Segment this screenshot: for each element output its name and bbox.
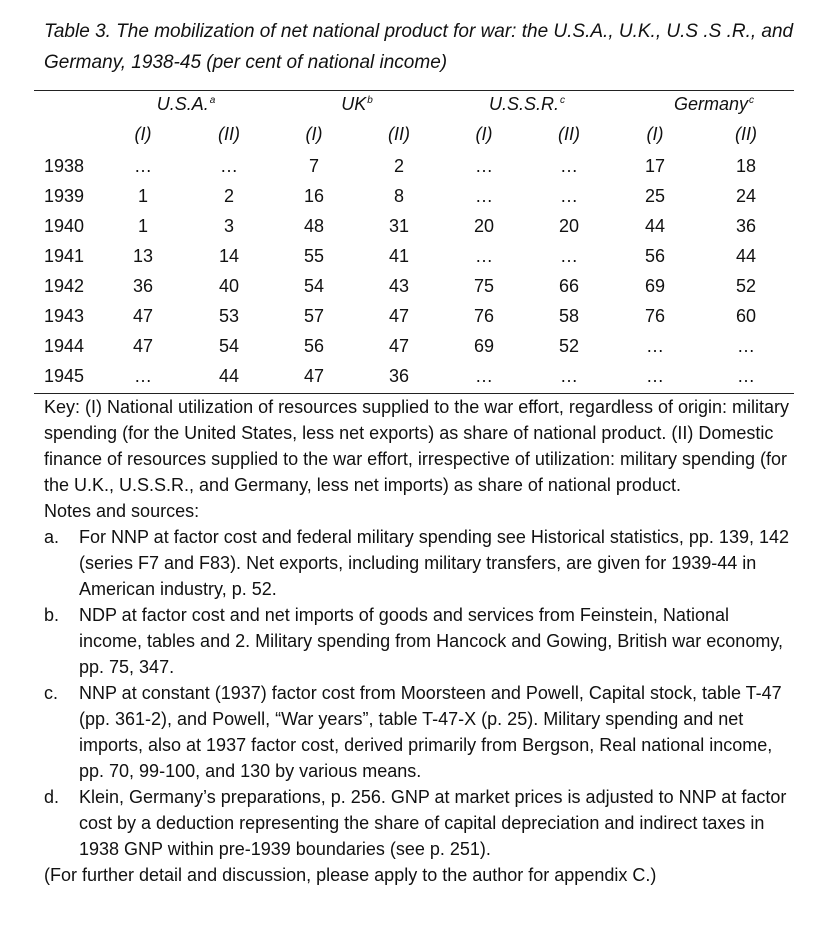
value-cell: 56: [304, 335, 325, 356]
value-cell: …: [560, 365, 579, 386]
value-cell: …: [737, 335, 756, 356]
value-cell: 47: [132, 335, 154, 356]
value-cell: 69: [474, 335, 495, 356]
country-header-uk: $UK^b$: [341, 93, 373, 114]
note-item-b: [44, 602, 794, 680]
value-cell: 76: [645, 305, 666, 326]
value-cell: 52: [736, 275, 757, 296]
value-cell: 36: [132, 275, 154, 296]
value-cell: …: [646, 365, 665, 386]
value-cell: …: [475, 155, 494, 176]
table-row: [34, 361, 794, 391]
note-letter: d.: [44, 787, 60, 807]
table-row: [34, 331, 794, 361]
value-cell: 57: [304, 305, 325, 326]
note-text: For NNP at factor cost and federal military spending see Historical statistics, pp. 139, 142 (series F7 and F83). Net exports, including military transfers, are given for 1939-44 in American industry, p. 52.: [79, 527, 789, 599]
value-cell: …: [134, 365, 152, 386]
note-text: Klein, Germany’s preparations, p. 256. GNP at market prices is adjusted to NNP at factor cost by a deduction representing the share of capital depreciation and indirect taxes in 1938 GNP within pre-1939 boundaries (see p. 251).: [79, 787, 787, 859]
country-header-row: [34, 90, 794, 118]
value-cell: …: [134, 155, 152, 176]
value-cell: 58: [559, 305, 580, 326]
value-cell: …: [646, 335, 665, 356]
value-cell: 43: [389, 275, 410, 296]
subheader-row: [34, 118, 794, 151]
value-cell: 40: [218, 275, 240, 296]
subheader-cell: (II): [735, 124, 758, 144]
value-cell: 20: [474, 215, 495, 236]
subheader-cell: (I): [134, 124, 152, 144]
value-cell: 2: [394, 155, 405, 176]
key-paragraph: Key: (I) National utilization of resources supplied to the war effort, regardless of origin: military spending (for the United States, less net exports) as share of national product. (II) Domestic finance of resources supplied to the war effort, irrespective of utilization: military spending (for the U.K., U.S.S.R., and Germany, less net imports) as share of national product.: [44, 397, 790, 495]
value-cell: 2: [224, 185, 235, 206]
table-row: [34, 241, 794, 271]
country-header-usa: U.S.A.$^a$: [156, 93, 216, 114]
value-cell: 41: [389, 245, 410, 266]
year-cell: 1942: [44, 275, 85, 296]
value-cell: 31: [389, 215, 410, 236]
value-cell: 1: [137, 185, 148, 206]
note-letter: b.: [44, 605, 60, 625]
notes-heading: Notes and sources:: [44, 501, 200, 521]
year-cell: 1938: [44, 155, 85, 176]
value-cell: 69: [645, 275, 666, 296]
value-cell: 44: [736, 245, 757, 266]
value-cell: …: [475, 365, 494, 386]
value-cell: 25: [645, 185, 666, 206]
value-cell: …: [475, 245, 494, 266]
value-cell: 1: [137, 215, 148, 236]
table-row: [34, 211, 794, 241]
table-row: [34, 181, 794, 211]
year-cell: 1944: [44, 335, 85, 356]
year-cell: 1945: [44, 365, 85, 386]
table-row: [34, 301, 794, 331]
value-cell: 48: [304, 215, 325, 236]
note-item-c: [44, 680, 794, 784]
value-cell: 8: [394, 185, 405, 206]
value-cell: 47: [132, 305, 154, 326]
value-cell: 16: [304, 185, 325, 206]
value-cell: 13: [132, 245, 154, 266]
value-cell: 54: [304, 275, 325, 296]
table-title: Table 3. The mobilization of net national product for war: the U.S.A., U.K., U.S .S .R., and Germany, 1938-45 (per cent of national income): [44, 21, 794, 73]
note-letter: a.: [44, 527, 60, 547]
country-header-germany: Germany$^c$: [674, 93, 755, 114]
note-item-d: [44, 784, 794, 862]
value-cell: 20: [559, 215, 580, 236]
subheader-cell: (I): [305, 124, 323, 144]
value-cell: …: [560, 245, 579, 266]
value-cell: 24: [736, 185, 757, 206]
value-cell: …: [475, 185, 494, 206]
note-text: NDP at factor cost and net imports of goods and services from Feinstein, National income, tables and 2. Military spending from Hancock and Gowing, British war economy, pp. 75, 347.: [79, 605, 783, 677]
year-cell: 1939: [44, 185, 85, 206]
country-header-ussr: U.S.S.R.$^c$: [489, 93, 566, 114]
value-cell: 53: [218, 305, 240, 326]
value-cell: 44: [218, 365, 240, 386]
value-cell: 7: [309, 155, 320, 176]
value-cell: 36: [389, 365, 410, 386]
value-cell: 47: [389, 305, 410, 326]
footer-note: (For further detail and discussion, please apply to the author for appendix C.): [44, 865, 657, 885]
year-cell: 1941: [44, 245, 85, 266]
note-text: NNP at constant (1937) factor cost from Moorsteen and Powell, Capital stock, table T-47 (pp. 361-2), and Powell, “War years”, table T-47-X (p. 25). Military spending and net imports, also at 1937 factor cost, derived primarily from Bergson, Real national income, pp. 70, 99-100, and 130 by various means.: [79, 683, 782, 781]
notes-section: [44, 394, 794, 888]
value-cell: 66: [559, 275, 580, 296]
value-cell: 47: [389, 335, 410, 356]
value-cell: …: [220, 155, 238, 176]
year-cell: 1943: [44, 305, 85, 326]
value-cell: 55: [304, 245, 325, 266]
subheader-cell: (II): [558, 124, 581, 144]
value-cell: 47: [304, 365, 325, 386]
value-cell: 18: [736, 155, 757, 176]
value-cell: 54: [218, 335, 240, 356]
subheader-cell: (II): [218, 124, 240, 144]
note-item-a: [44, 524, 794, 602]
value-cell: 76: [474, 305, 495, 326]
table-body: [34, 151, 794, 391]
subheader-cell: (I): [475, 124, 493, 144]
year-cell: 1940: [44, 215, 85, 236]
value-cell: 56: [645, 245, 666, 266]
value-cell: 52: [559, 335, 580, 356]
table-row: [34, 151, 794, 181]
value-cell: 60: [736, 305, 757, 326]
table-row: [34, 271, 794, 301]
value-cell: 17: [645, 155, 666, 176]
value-cell: 75: [474, 275, 495, 296]
value-cell: …: [560, 155, 579, 176]
value-cell: 14: [218, 245, 240, 266]
note-letter: c.: [44, 683, 59, 703]
subheader-cell: (II): [388, 124, 411, 144]
data-table: [34, 90, 794, 391]
year-header-blank: [34, 90, 100, 118]
value-cell: 44: [645, 215, 666, 236]
value-cell: …: [737, 365, 756, 386]
value-cell: 3: [224, 215, 235, 236]
value-cell: 36: [736, 215, 757, 236]
subheader-blank: [34, 118, 100, 151]
subheader-cell: (I): [646, 124, 664, 144]
value-cell: …: [560, 185, 579, 206]
